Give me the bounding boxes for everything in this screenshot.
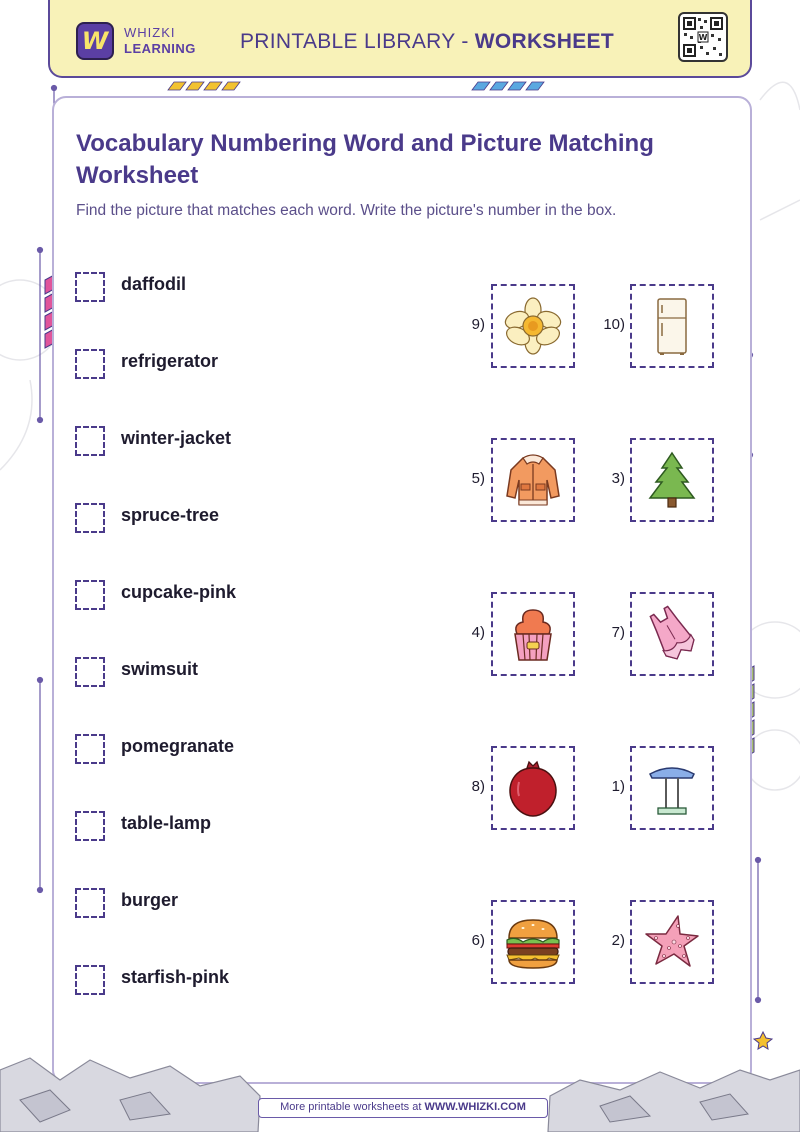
picture-number: 6) [471,932,485,949]
picture-number: 8) [471,778,485,795]
picture-card [630,746,714,830]
picture-card [630,284,714,368]
answer-box[interactable] [75,657,105,687]
footer-text: More printable worksheets at [280,1101,425,1113]
header-title [240,30,614,54]
header-title-bold: WORKSHEET [474,30,614,53]
picture-card [491,592,575,676]
header-stripes-blue [468,80,558,92]
word-label: daffodil [121,274,186,294]
logo-mark: W [81,27,109,55]
word-label: pomegranate [121,736,235,756]
picture-number: 3) [611,470,625,487]
picture-card [491,746,575,830]
table-lamp-icon [642,758,702,818]
answer-box[interactable] [75,349,105,379]
burger-icon [503,912,563,972]
picture-number: 5) [471,470,485,487]
worksheet-instructions: Find the picture that matches each word. Write the picture's number in the box. [76,202,617,219]
picture-number: 9) [471,316,485,333]
word-label: spruce-tree [121,505,220,525]
picture-card [491,900,575,984]
answer-box[interactable] [75,811,105,841]
refrigerator-icon [642,296,702,356]
answer-box[interactable] [75,734,105,764]
brand-name-top: WHIZKI [124,25,176,40]
footer-link[interactable] [258,1098,548,1118]
picture-number: 2) [611,932,625,949]
word-label: winter-jacket [121,428,232,448]
picture-card [630,592,714,676]
word-label: cupcake-pink [121,582,237,602]
answer-box[interactable] [75,965,105,995]
answer-box[interactable] [75,503,105,533]
daffodil-icon [503,296,563,356]
worksheet-title: Vocabulary Numbering Word and Picture Matching Worksheet [76,130,654,189]
word-label: table-lamp [121,813,212,833]
word-label: refrigerator [121,351,219,371]
answer-box[interactable] [75,272,105,302]
svg-text:W: W [698,33,708,42]
answer-box[interactable] [75,888,105,918]
word-label: swimsuit [121,659,199,679]
pomegranate-icon [503,758,563,818]
cupcake-icon [503,604,563,664]
picture-card [630,900,714,984]
picture-card [491,438,575,522]
brand-name [124,25,196,57]
answer-box[interactable] [75,580,105,610]
picture-number: 4) [471,624,485,641]
picture-number: 1) [611,778,625,795]
spruce-tree-icon [642,450,702,510]
picture-card [491,284,575,368]
brand-name-bottom: LEARNING [124,41,196,56]
word-label: starfish-pink [121,967,230,987]
picture-card [630,438,714,522]
starfish-icon [642,912,702,972]
header-title-main: PRINTABLE LIBRARY - [240,30,475,53]
footer-site[interactable]: WWW.WHIZKI.COM [424,1101,526,1113]
swimsuit-icon [642,604,702,664]
page-header [48,0,752,78]
whizki-logo-icon [76,22,114,60]
winter-jacket-icon [503,450,563,510]
header-stripes-yellow [164,80,254,92]
word-label: burger [121,890,179,910]
qr-code-icon [678,12,728,62]
picture-number: 7) [611,624,625,641]
answer-box[interactable] [75,426,105,456]
picture-number: 10) [603,316,625,333]
